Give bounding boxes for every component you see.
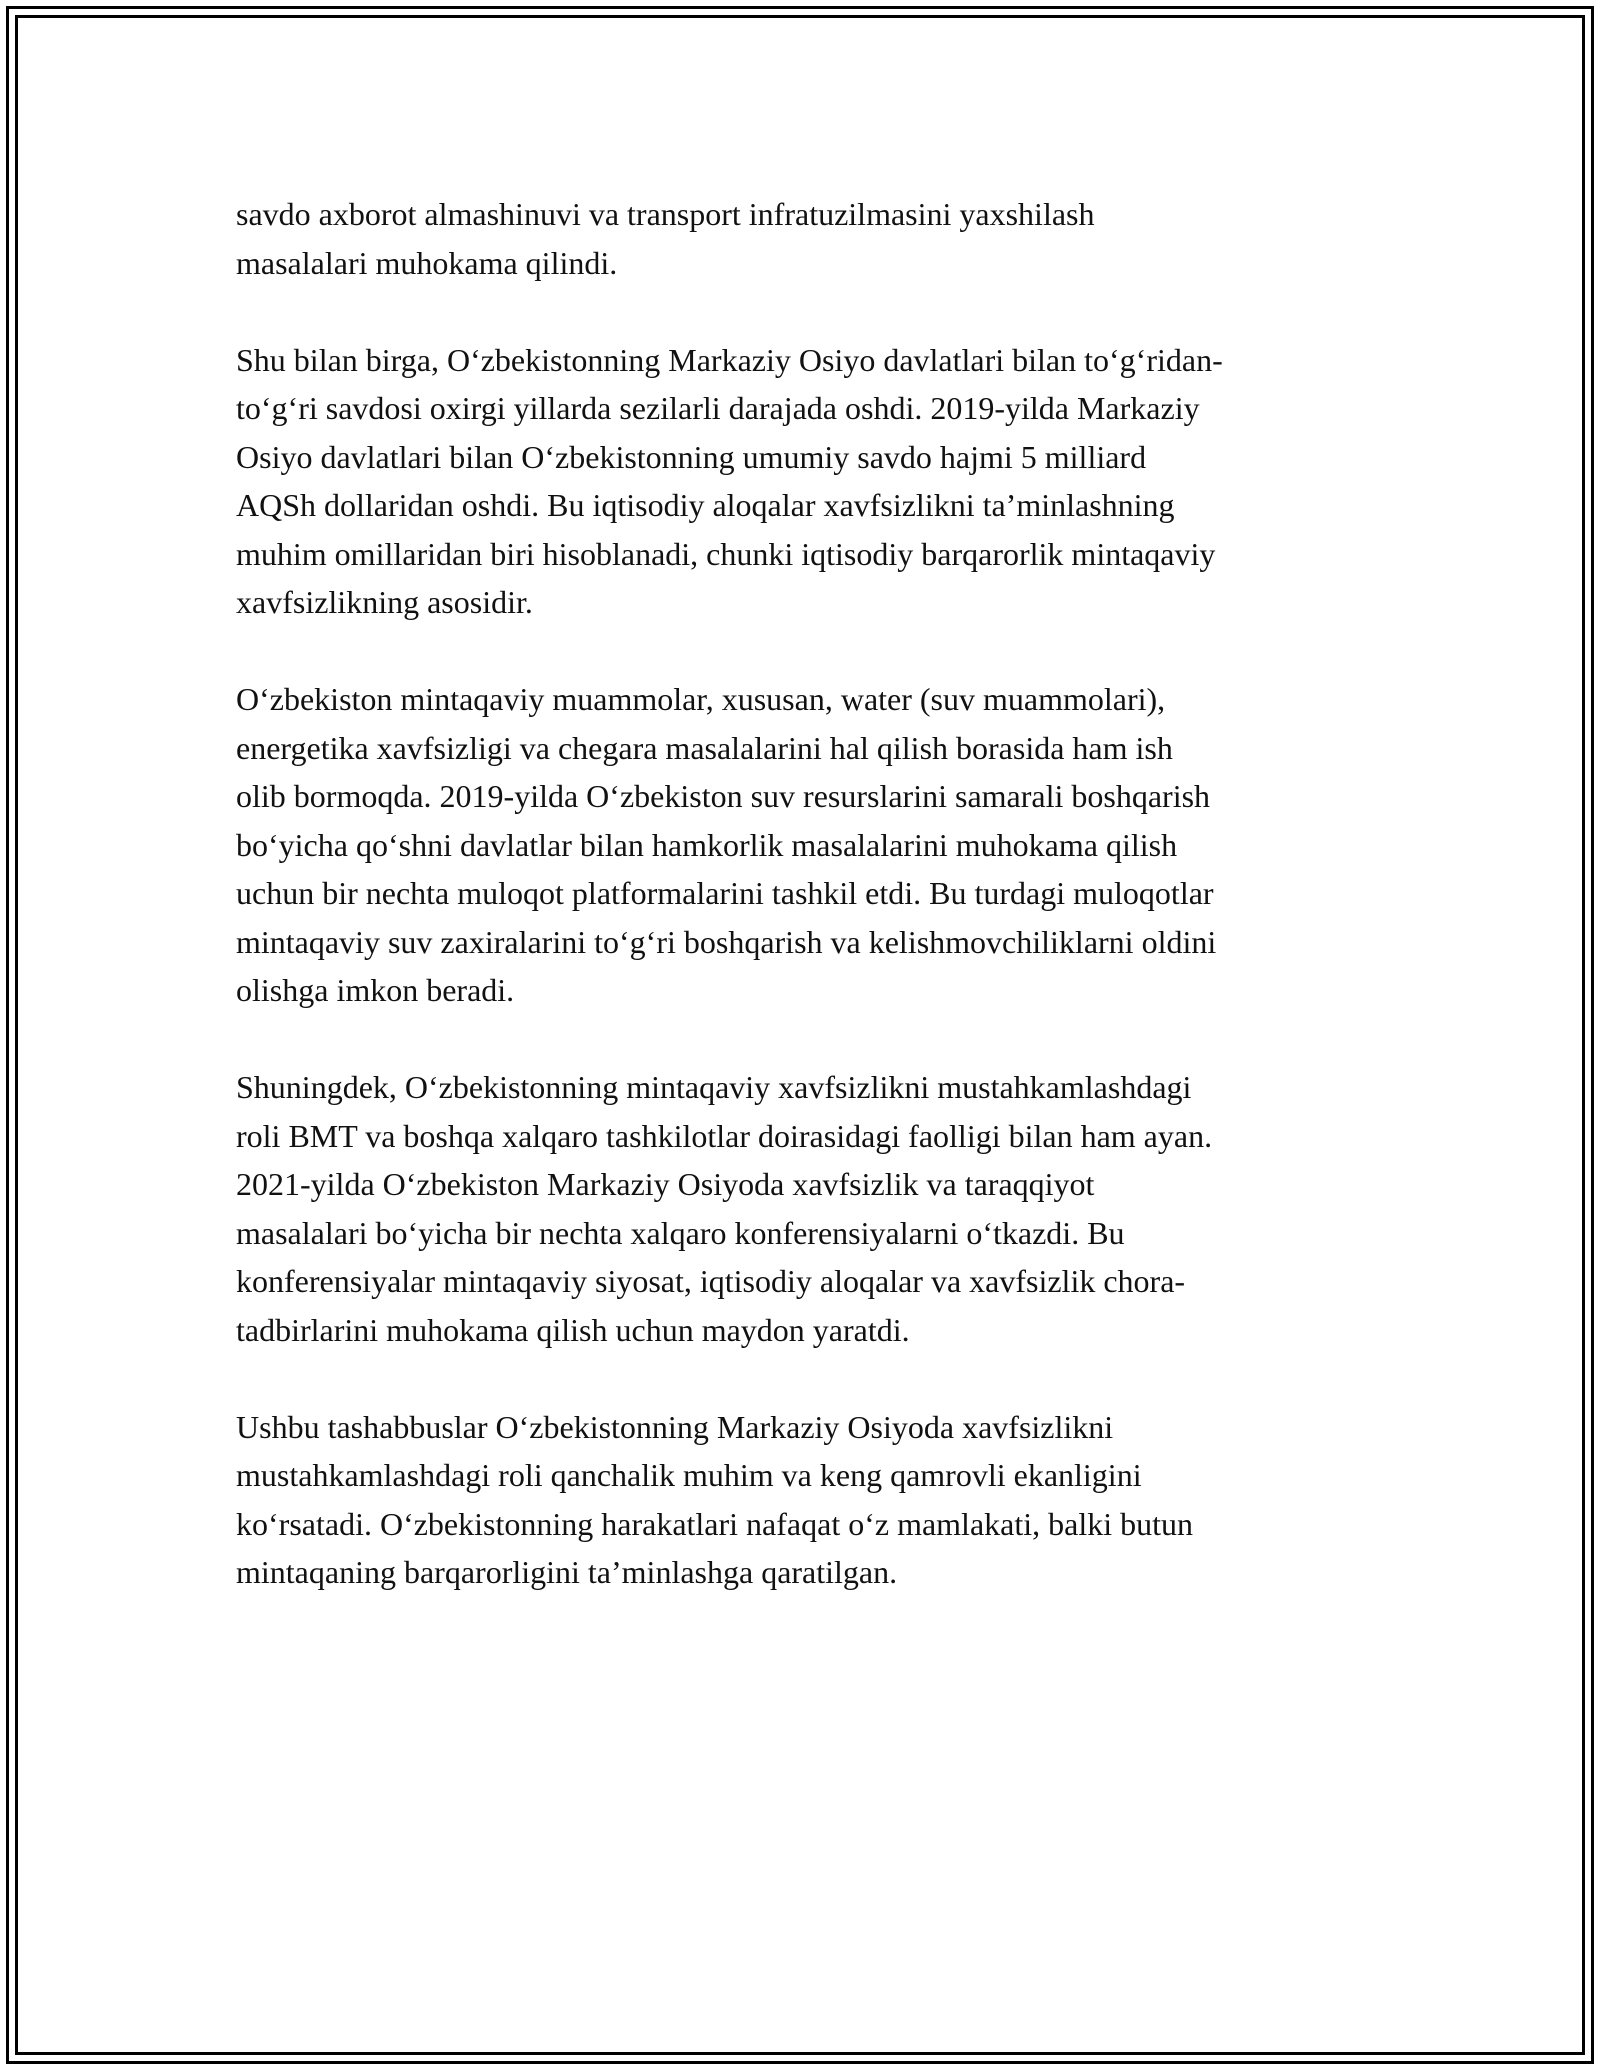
paragraph-3 xyxy=(236,675,1376,1015)
paragraph-4 xyxy=(236,1063,1376,1354)
text-line: Osiyo davlatlari bilan O‘zbekistonning umumiy savdo hajmi 5 milliard xyxy=(236,438,1147,475)
text-line: AQSh dollaridan oshdi. Bu iqtisodiy aloqalar xavfsizlikni ta’minlashning xyxy=(236,487,1175,523)
paragraph-1 xyxy=(236,190,1376,287)
text-line: savdo axborot almashinuvi va transport infratuzilmasini yaxshilash xyxy=(236,196,1095,232)
text-line: olishga imkon beradi. xyxy=(236,972,515,1008)
text-line: O‘zbekiston mintaqaviy muammolar, xususan, water (suv muammolari), xyxy=(236,681,1166,717)
text-line: mintaqaviy suv zaxiralarini to‘g‘ri boshqarish va kelishmovchiliklarni oldini xyxy=(236,923,1217,960)
text-line: xavfsizlikning asosidir. xyxy=(236,584,533,620)
text-line: ko‘rsatadi. O‘zbekistonning harakatlari nafaqat o‘z mamlakati, balki butun xyxy=(236,1505,1193,1542)
text-line: bo‘yicha qo‘shni davlatlar bilan hamkorlik masalalarini muhokama qilish xyxy=(236,826,1178,863)
paragraph-5 xyxy=(236,1403,1376,1597)
text-line: mustahkamlashdagi roli qanchalik muhim va keng qamrovli ekanligini xyxy=(236,1457,1142,1493)
document-body xyxy=(236,190,1376,1645)
text-line: Shu bilan birga, O‘zbekistonning Markaziy Osiyo davlatlari bilan to‘g‘ridan- xyxy=(236,341,1223,378)
text-line: masalalari muhokama qilindi. xyxy=(236,244,618,281)
text-line: konferensiyalar mintaqaviy siyosat, iqtisodiy aloqalar va xavfsizlik chora- xyxy=(236,1263,1186,1299)
text-line: 2021-yilda O‘zbekiston Markaziy Osiyoda xavfsizlik va taraqqiyot xyxy=(236,1166,1095,1202)
paragraph-2 xyxy=(236,336,1376,627)
text-line: olib bormoqda. 2019-yilda O‘zbekiston suv resurslarini samarali boshqarish xyxy=(236,778,1211,814)
text-line: Ushbu tashabbuslar O‘zbekistonning Markaziy Osiyoda xavfsizlikni xyxy=(236,1408,1114,1445)
text-line: mintaqaning barqarorligini ta’minlashga qaratilgan. xyxy=(236,1554,898,1590)
text-line: Shuningdek, O‘zbekistonning mintaqaviy xavfsizlikni mustahkamlashdagi xyxy=(236,1069,1192,1105)
text-line: to‘g‘ri savdosi oxirgi yillarda sezilarli darajada oshdi. 2019-yilda Markaziy xyxy=(236,390,1200,426)
text-line: energetika xavfsizligi va chegara masalalarini hal qilish borasida ham ish xyxy=(236,729,1173,766)
text-line: muhim omillaridan biri hisoblanadi, chunki iqtisodiy barqarorlik mintaqaviy xyxy=(236,535,1216,572)
text-line: roli BMT va boshqa xalqaro tashkilotlar doirasidagi faolligi bilan ham ayan. xyxy=(236,1117,1213,1154)
text-line: tadbirlarini muhokama qilish uchun maydon yaratdi. xyxy=(236,1311,910,1348)
text-line: uchun bir nechta muloqot platformalarini tashkil etdi. Bu turdagi muloqotlar xyxy=(236,875,1214,911)
text-line: masalalari bo‘yicha bir nechta xalqaro konferensiyalarni o‘tkazdi. Bu xyxy=(236,1214,1125,1251)
